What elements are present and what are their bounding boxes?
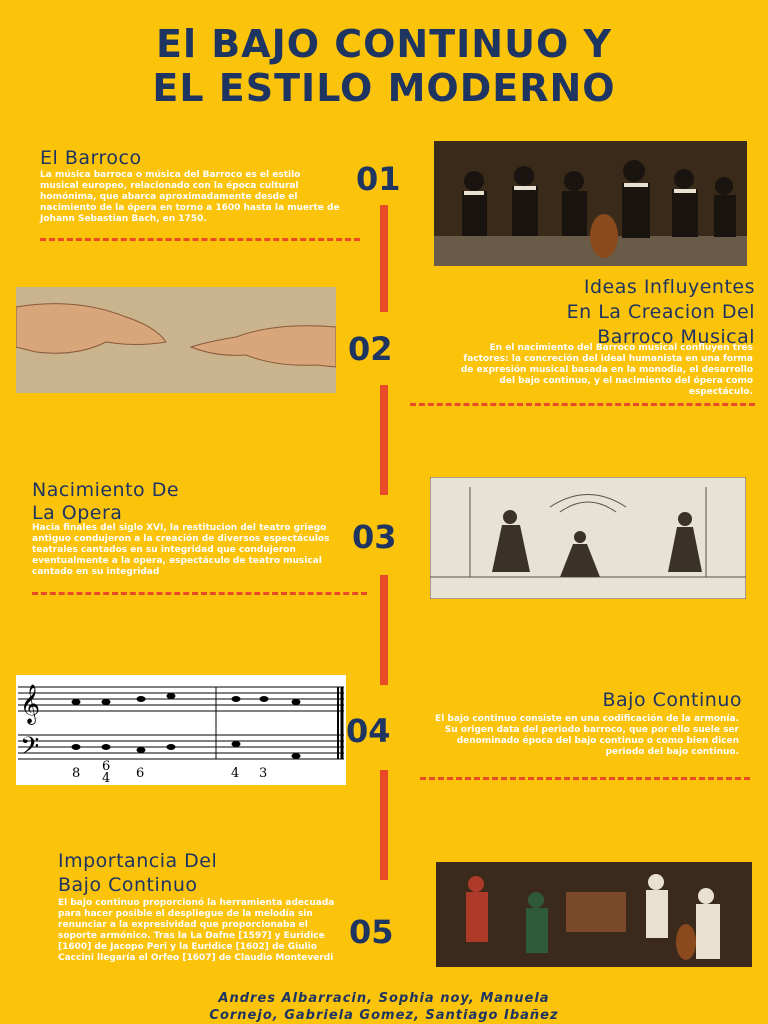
section-1-text: La música barroca o música del Barroco es el estilo musical europeo, relacionado con la época cultural homónima, que abarca aproximadamente desde el nacimiento de la ópera en torno a 1600 hasta la muerte de Johann Sebastian Bach, en 1750. (40, 170, 340, 224)
section-4-number: 04 (346, 712, 391, 750)
section-5-text: El bajo continuo proporcionó la herramienta adecuada para hacer posible el despliegue de la melodía sin renunciar a la expresividad que proporcionaba el soporte armónico. Tras la La Dafne [1597] y Euridice [1600] de Jacopo Peri y la Euridice [1602] de Giulio Caccini llegaría el Orfeo [1607] de Claudio Monteverdi (58, 898, 335, 963)
chamber-music-painting (436, 862, 752, 967)
section-3-text: Hacia finales del siglo XVI, la restitucion del teatro griego antiguo condujeron a la creación de diversos espectáculos teatrales cantados en su integridad que condujeron eventualmente a la opera, espectáculo de teatro musical cantado en su integridad (32, 523, 330, 577)
section-4-divider (420, 777, 750, 780)
credits: Andres Albarracin, Sophia noy, Manuela Cornejo, Gabriela Gomez, Santiago Ibañez (209, 991, 559, 1023)
section-3-heading: Nacimiento De La Opera (32, 479, 180, 524)
section-2-heading: Ideas Influyentes En La Creacion Del Barroco Musical (566, 276, 755, 348)
section-2-number: 02 (348, 330, 393, 368)
figure-8: 8 (72, 766, 81, 781)
section-2-divider (410, 403, 755, 406)
creation-of-adam-hands-image (16, 287, 336, 393)
section-3-divider (32, 592, 367, 595)
figure-4b: 4 (231, 766, 240, 781)
timeline-bar-2 (380, 385, 388, 495)
section-3-number: 03 (352, 518, 397, 556)
figure-6b: 6 (136, 766, 145, 781)
section-1-divider (40, 238, 360, 241)
section-5-number: 05 (349, 913, 394, 951)
section-1-heading: El Barroco (40, 147, 142, 169)
figure-4a: 4 (102, 771, 111, 785)
section-5-heading: Importancia Del Bajo Continuo (58, 850, 218, 896)
timeline-bar-1 (380, 205, 388, 312)
figure-3: 3 (259, 766, 268, 781)
section-4-text: El bajo continuo consiste en una codificación de la armonía. Su origen data del periodo barroco, que por ello suele ser denominado época del bajo continuo o como bien dicen periodo del bajo continuo. (435, 714, 739, 757)
section-1-number: 01 (356, 160, 401, 198)
svg-text:𝄢: 𝄢 (20, 732, 40, 767)
timeline-bar-4 (380, 770, 388, 880)
baroque-musicians-painting (434, 141, 747, 266)
page-title: El BAJO CONTINUO Y EL ESTILO MODERNO (152, 22, 616, 110)
bass-continuo-score-image (16, 675, 346, 785)
timeline-bar-3 (380, 575, 388, 685)
figure-6a: 6 (102, 759, 111, 774)
section-2-text: En el nacimiento del Barroco musical confluyen tres factores: la concreción del ideal humanista en una forma de expresión musical basada en la monodia, el desarrollo del bajo continuo, y el nacimiento del ópera como espectáculo. (460, 343, 753, 397)
opera-engraving-image (430, 477, 746, 599)
section-4-heading: Bajo Continuo (602, 689, 742, 711)
svg-text:𝄞: 𝄞 (20, 684, 41, 724)
